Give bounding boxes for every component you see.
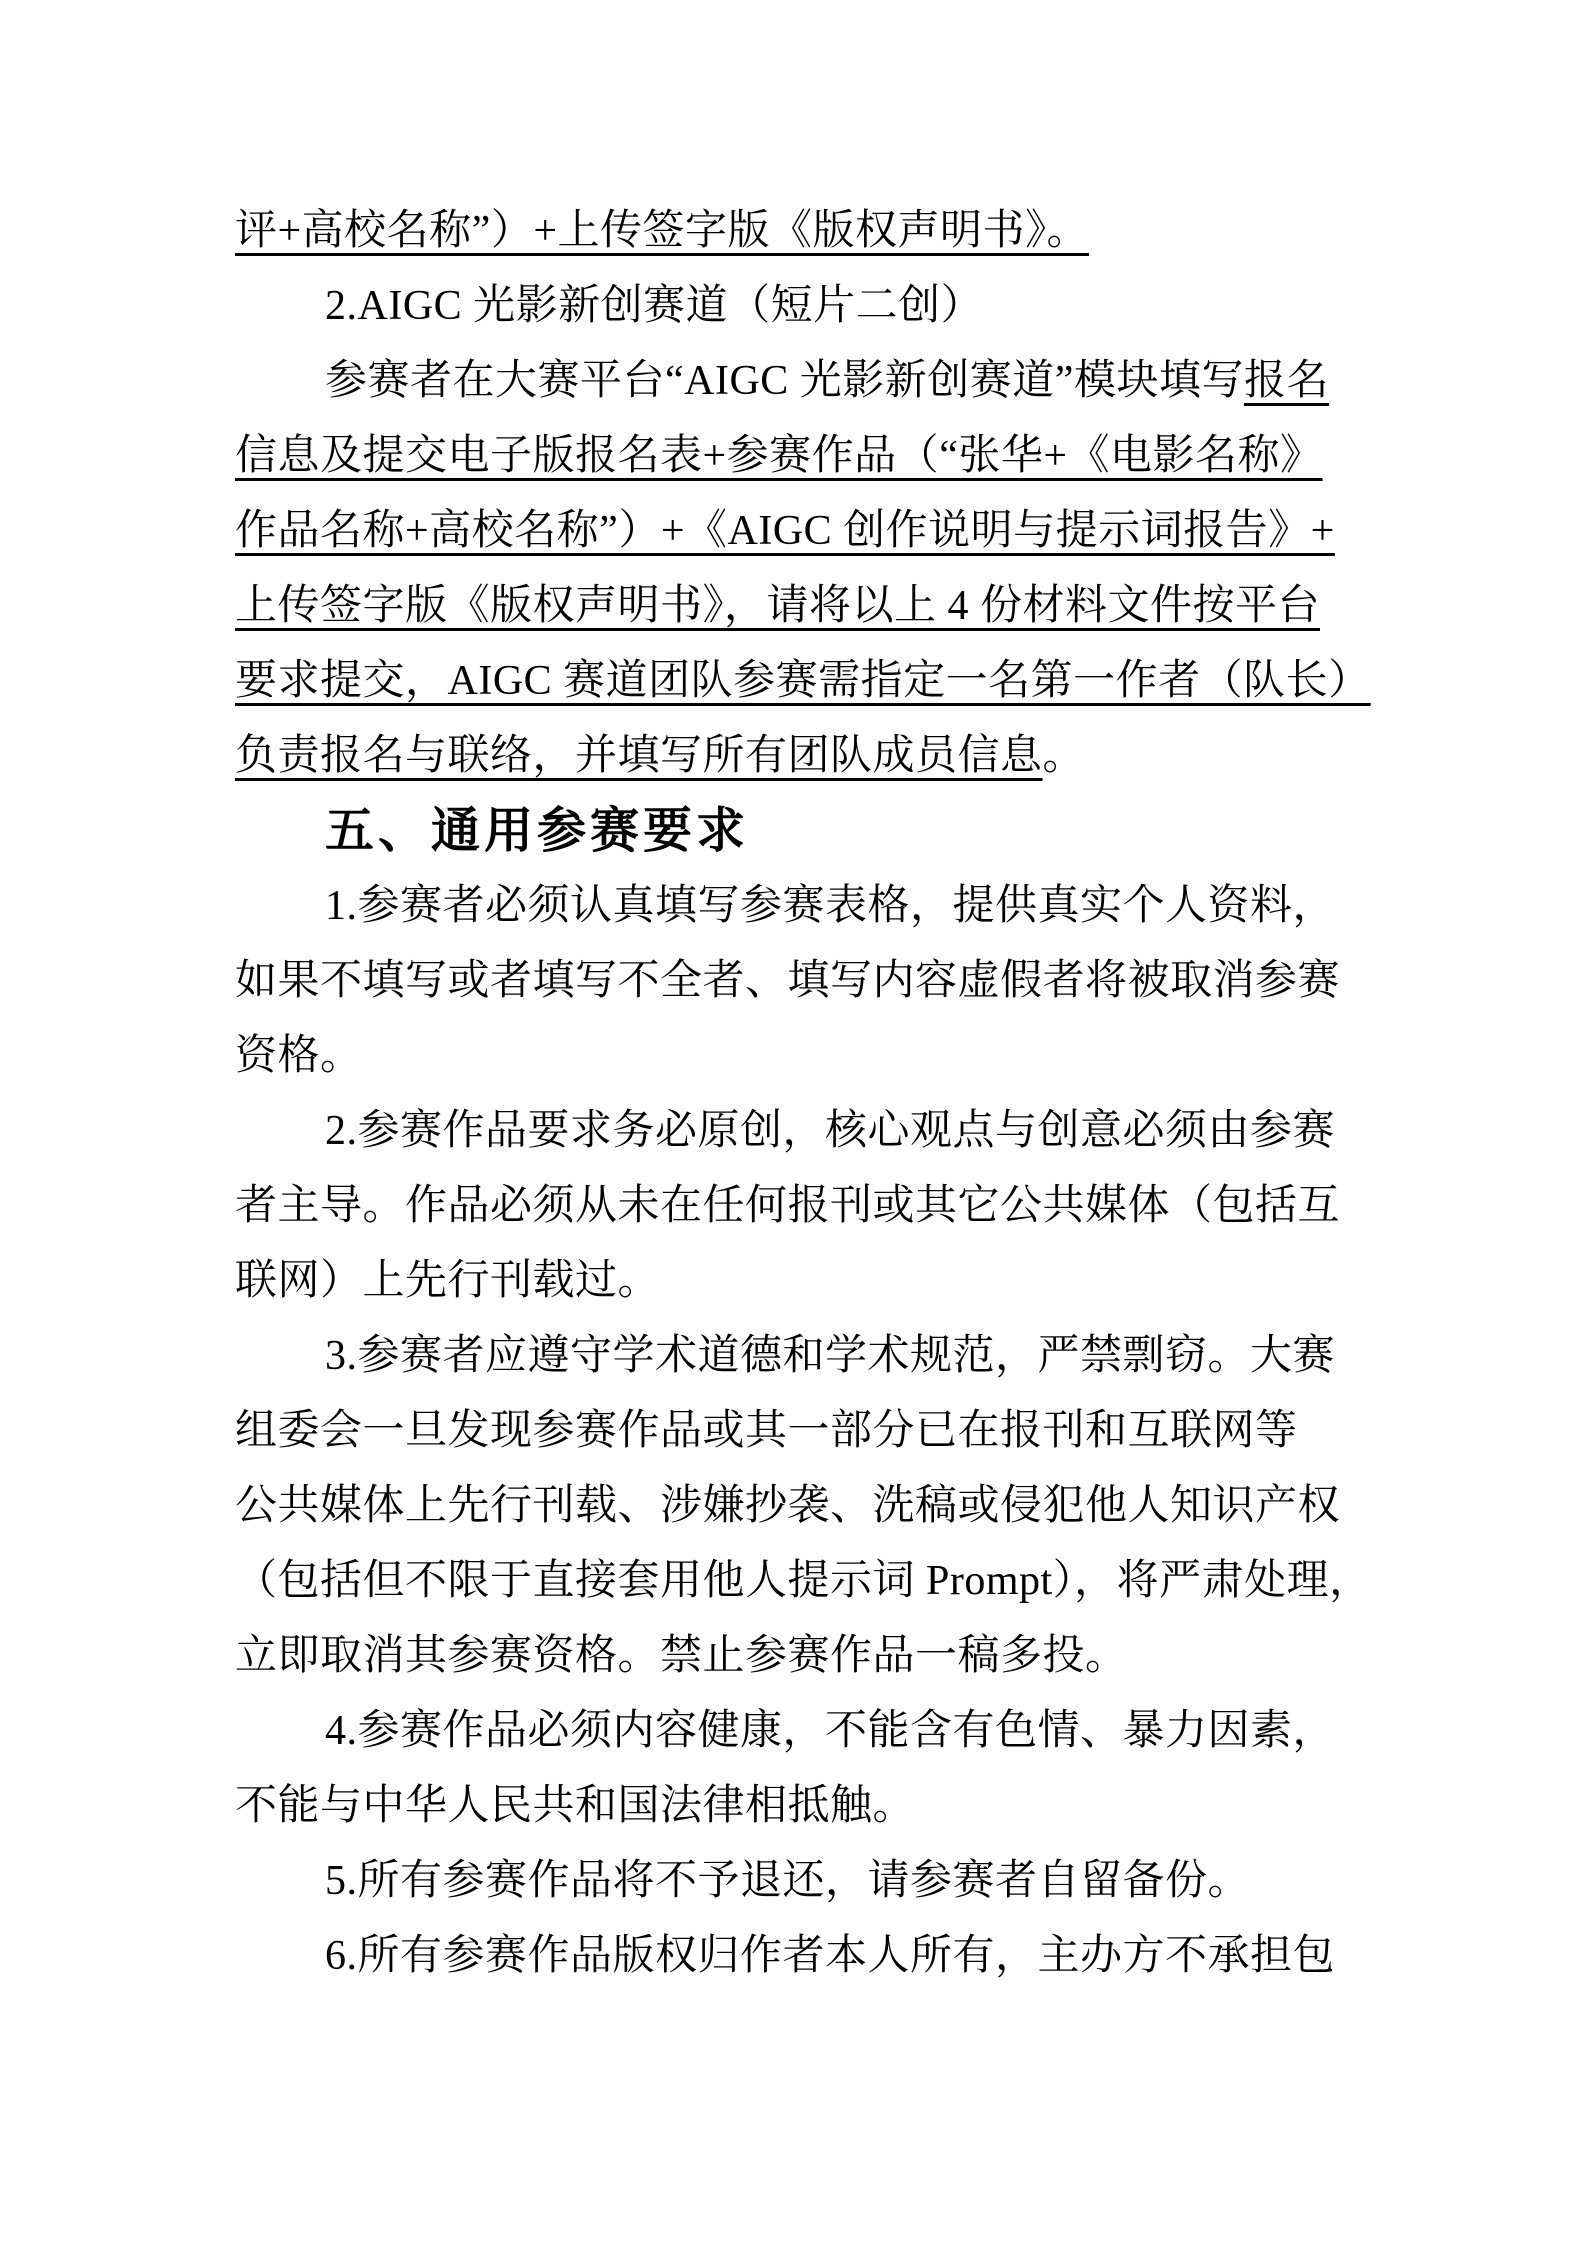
document-body — [235, 194, 1372, 1994]
text-segment: 6.所有参赛作品版权归作者本人所有，主办方不承担包 — [325, 1933, 1336, 1979]
text-line — [235, 569, 1347, 644]
text-line — [235, 644, 1371, 719]
underlined-text-segment: 评+高校名称”）+上传签字版《版权声明书》。 — [235, 208, 1090, 254]
text-segment: 3.参赛者应遵守学术道德和学术规范，严禁剽窃。大赛 — [325, 1333, 1336, 1379]
text-segment: 1.参赛者必须认真填写参赛表格，提供真实个人资料， — [325, 883, 1336, 929]
text-line — [235, 1319, 1347, 1394]
text-line — [235, 1469, 1347, 1544]
text-segment: 如果不填写或者填写不全者、填写内容虚假者将被取消参赛 — [235, 958, 1341, 1004]
text-segment: 联网）上先行刊载过。 — [235, 1258, 661, 1304]
text-segment: 组委会一旦发现参赛作品或其一部分已在报刊和互联网等 — [235, 1408, 1298, 1454]
text-segment: 5.所有参赛作品将不予退还，请参赛者自留备份。 — [325, 1858, 1251, 1904]
underlined-text-segment: 上传签字版《版权声明书》，请将以上 4 份材料文件按平台 — [235, 583, 1321, 629]
text-segment: 2.AIGC 光影新创赛道（短片二创） — [325, 283, 984, 329]
text-line — [235, 344, 1347, 419]
text-line — [235, 719, 1347, 794]
underlined-text-segment: 作品名称+高校名称”）+《AIGC 创作说明与提示词报告》+ — [235, 508, 1335, 554]
text-line — [235, 1619, 1347, 1694]
text-line — [235, 1919, 1347, 1994]
text-line — [235, 194, 1347, 269]
underlined-text-segment: 要求提交，AIGC 赛道团队参赛需指定一名第一作者（队长） — [235, 658, 1371, 704]
text-line — [235, 1844, 1347, 1919]
underlined-text-segment: 信息及提交电子版报名表+参赛作品（“张华+《电影名称》 — [235, 433, 1323, 479]
text-line — [235, 494, 1347, 569]
text-line — [235, 944, 1347, 1019]
text-line — [235, 1094, 1347, 1169]
text-segment: 。 — [1042, 733, 1086, 779]
text-line — [235, 1694, 1347, 1769]
text-line — [235, 1244, 1347, 1319]
underlined-text-segment: 报名 — [1243, 358, 1329, 404]
underlined-text-segment: 负责报名与联络，并填写所有团队成员信息 — [235, 733, 1043, 779]
text-segment: 立即取消其参赛资格。禁止参赛作品一稿多投。 — [235, 1633, 1128, 1679]
text-line — [235, 1169, 1347, 1244]
text-segment: 不能与中华人民共和国法律相抵触。 — [235, 1783, 916, 1829]
text-line — [235, 419, 1347, 494]
text-segment: 参赛者在大赛平台“AIGC 光影新创赛道”模块填写 — [325, 358, 1244, 404]
text-segment: 2.参赛作品要求务必原创，核心观点与创意必须由参赛 — [325, 1108, 1336, 1154]
text-segment: 4.参赛作品必须内容健康，不能含有色情、暴力因素， — [325, 1708, 1336, 1754]
text-line — [235, 269, 1347, 344]
text-line — [235, 1544, 1372, 1619]
text-line — [235, 1769, 1347, 1844]
text-segment: 公共媒体上先行刊载、涉嫌抄袭、洗稿或侵犯他人知识产权 — [235, 1483, 1341, 1529]
text-line — [235, 869, 1347, 944]
text-segment: （包括但不限于直接套用他人提示词 Prompt），将严肃处理， — [235, 1558, 1372, 1604]
text-line — [235, 1394, 1347, 1469]
text-segment: 资格。 — [235, 1033, 363, 1079]
text-line — [235, 1019, 1347, 1094]
text-segment: 者主导。作品必须从未在任何报刊或其它公共媒体（包括互 — [235, 1183, 1341, 1229]
text-segment: 五、通用参赛要求 — [325, 804, 750, 858]
section-heading — [235, 794, 1347, 869]
